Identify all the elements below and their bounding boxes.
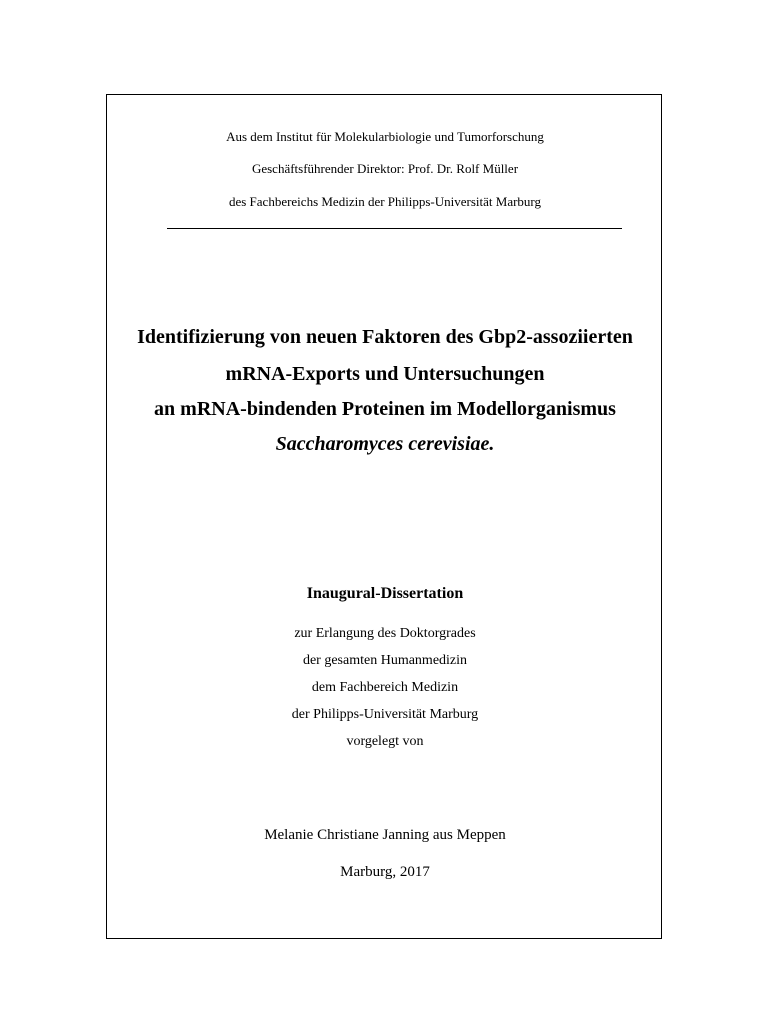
dissertation-line: der Philipps-Universität Marburg — [291, 707, 479, 722]
title-line-2: mRNA-Exports und Untersuchungen — [225, 363, 545, 385]
dissertation-line: der gesamten Humanmedizin — [302, 653, 468, 668]
dissertation-heading: Inaugural-Dissertation — [306, 585, 464, 602]
place-date: Marburg, 2017 — [340, 864, 430, 880]
author-name: Melanie Christiane Janning aus Meppen — [264, 827, 506, 843]
title-line-1: Identifizierung von neuen Faktoren des Gbp2-assoziierten — [137, 326, 633, 348]
page-border — [106, 94, 662, 939]
dissertation-line: vorgelegt von — [346, 734, 424, 749]
director-line: Geschäftsführender Direktor: Prof. Dr. Rolf Müller — [251, 161, 519, 176]
dissertation-line: zur Erlangung des Doktorgrades — [294, 626, 476, 641]
institute-line: Aus dem Institut für Molekularbiologie und Tumorforschung — [226, 129, 544, 144]
title-organism: Saccharomyces cerevisiae. — [275, 433, 495, 455]
header-divider — [167, 228, 622, 229]
dissertation-line: dem Fachbereich Medizin — [311, 680, 459, 695]
title-line-3: an mRNA-bindenden Proteinen im Modellorganismus — [154, 398, 616, 420]
faculty-line: des Fachbereichs Medizin der Philipps-Universität Marburg — [228, 194, 542, 209]
